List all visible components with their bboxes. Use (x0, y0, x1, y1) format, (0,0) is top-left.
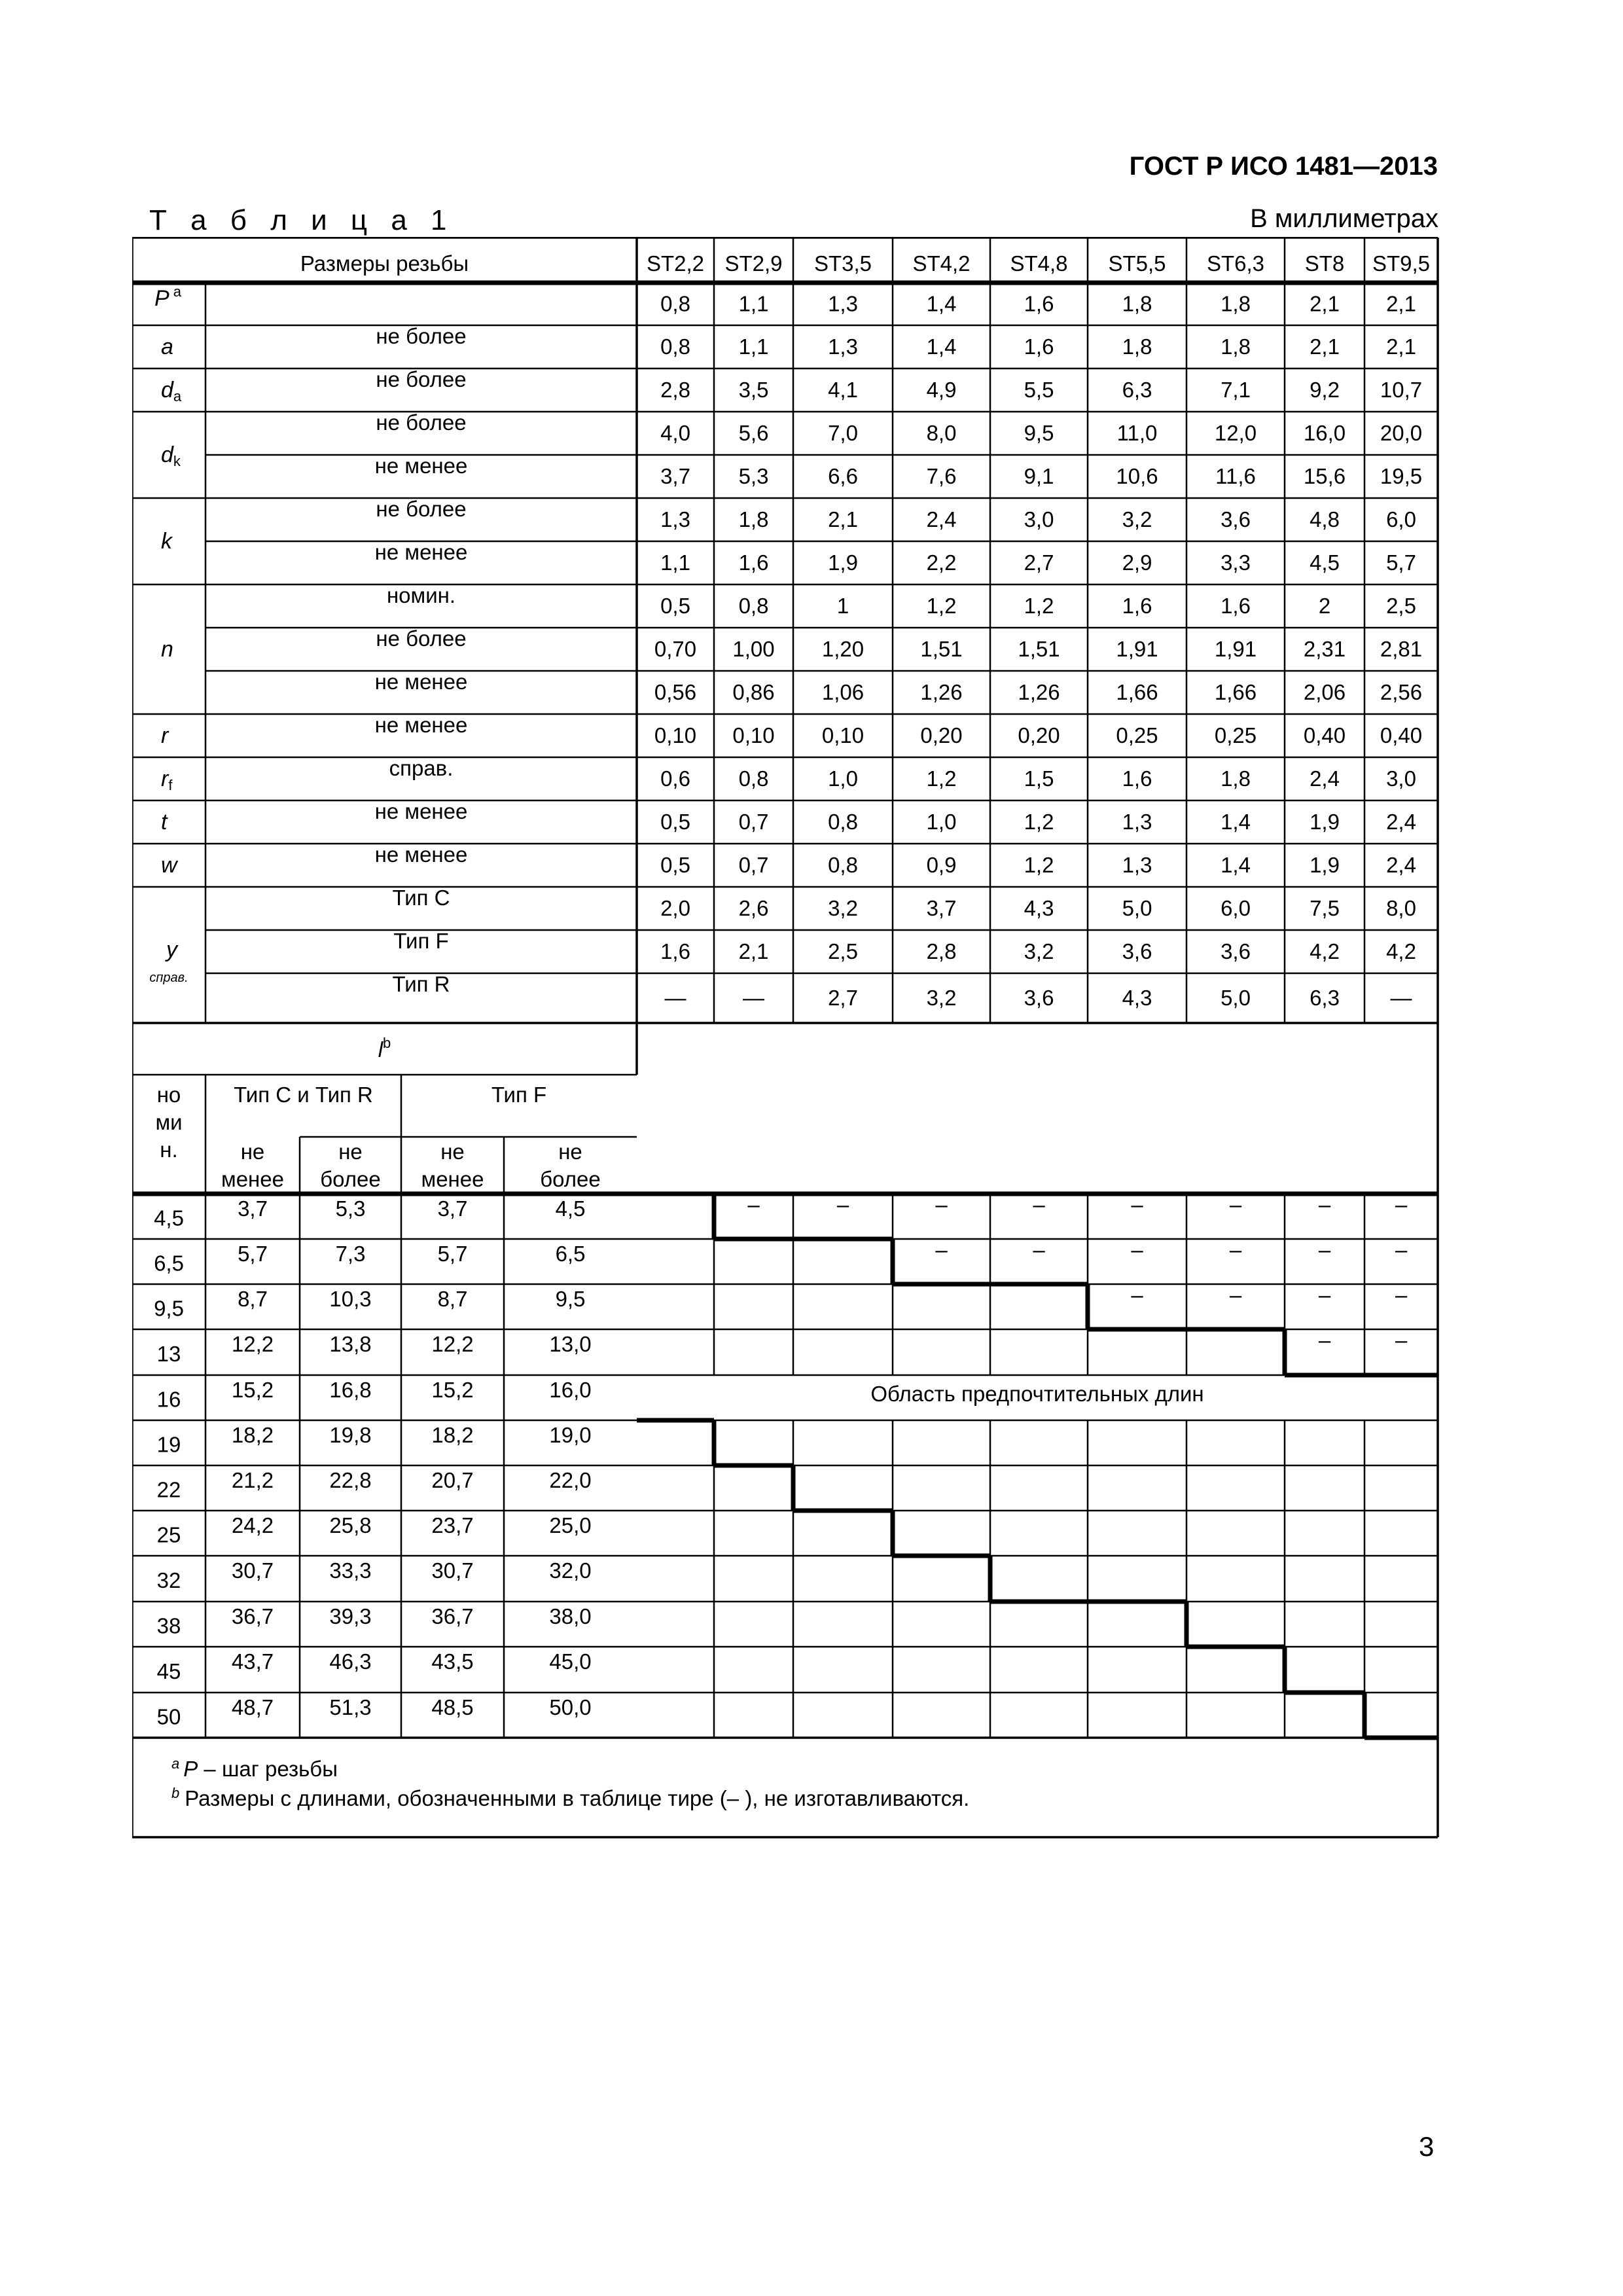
length-value: 12,2 (231, 1332, 274, 1356)
value-cell: 1,3 (1122, 853, 1152, 877)
value-cell: 5,0 (1221, 986, 1251, 1010)
dash-mark: – (1395, 1283, 1408, 1307)
value-cell: 4,1 (828, 378, 858, 402)
value-cell: 1,4 (1221, 810, 1251, 834)
value-cell: 1,6 (738, 550, 769, 575)
value-cell: 6,0 (1386, 507, 1416, 531)
value-cell: 2,7 (828, 986, 858, 1010)
value-cell: 7,1 (1221, 378, 1251, 402)
value-cell: 0,20 (920, 723, 963, 747)
value-cell: 3,6 (1122, 939, 1152, 963)
value-cell: 1,1 (660, 550, 690, 575)
value-cell: 1,66 (1214, 680, 1257, 704)
value-cell: 2,81 (1380, 637, 1423, 661)
dash-mark: – (1131, 1238, 1143, 1262)
value-cell: 2,31 (1303, 637, 1346, 661)
length-nominal: 9,5 (154, 1296, 184, 1321)
row-label: не более (376, 626, 467, 651)
value-cell: 0,7 (738, 853, 769, 877)
length-value: 3,7 (238, 1196, 268, 1221)
value-cell: — (743, 986, 764, 1010)
value-cell: 0,70 (654, 637, 697, 661)
symbol-k: k (161, 529, 172, 554)
value-cell: 1,20 (821, 637, 865, 661)
value-cell: 0,7 (738, 810, 769, 834)
dash-mark: – (1229, 1238, 1242, 1262)
value-cell: 1,66 (1116, 680, 1158, 704)
length-value: 5,7 (437, 1242, 468, 1266)
value-cell: 2,7 (1024, 550, 1054, 575)
value-cell: 5,5 (1024, 378, 1054, 402)
value-cell: 0,86 (732, 680, 775, 704)
length-value: 36,7 (431, 1604, 474, 1628)
length-value: 19,8 (329, 1423, 372, 1447)
value-cell: 3,3 (1221, 550, 1251, 575)
value-cell: 1,0 (926, 810, 957, 834)
length-value: 43,5 (431, 1649, 474, 1674)
row-label: Тип R (392, 972, 450, 996)
value-cell: 0,40 (1380, 723, 1423, 747)
max-label: не (558, 1139, 582, 1164)
value-cell: 1,0 (828, 766, 858, 791)
dash-mark: – (747, 1193, 760, 1217)
value-cell: 1,6 (1221, 594, 1251, 618)
symbol-rf: rf (161, 766, 173, 793)
value-cell: 2,5 (828, 939, 858, 963)
value-cell: 4,0 (660, 421, 690, 445)
symbol-a: a (161, 334, 173, 359)
value-cell: 6,3 (1310, 986, 1340, 1010)
value-cell: 1,00 (732, 637, 775, 661)
value-cell: 2,4 (926, 507, 957, 531)
row-label: не менее (374, 540, 468, 564)
length-nominal: 45 (156, 1659, 181, 1683)
dash-mark: – (1131, 1283, 1143, 1307)
length-value: 30,7 (231, 1558, 274, 1583)
value-cell: 1,91 (1214, 637, 1257, 661)
value-cell: 1,1 (738, 291, 769, 316)
length-value: 39,3 (329, 1604, 372, 1628)
type-f-header: Тип F (491, 1083, 547, 1107)
value-cell: 2,4 (1386, 853, 1416, 877)
symbol-P: P $^a$ (154, 283, 181, 311)
row-label: номин. (386, 583, 456, 607)
symbol-dk: dk (161, 442, 181, 469)
size-header: ST4,2 (912, 251, 971, 276)
value-cell: 1,4 (926, 334, 957, 359)
value-cell: 1,6 (660, 939, 690, 963)
dash-mark: – (1395, 1193, 1408, 1217)
length-value: 8,7 (437, 1287, 468, 1311)
dash-mark: – (1131, 1193, 1143, 1217)
value-cell: 2,4 (1310, 766, 1340, 791)
length-value: 43,7 (231, 1649, 274, 1674)
length-header-symbol: $l^b$ (378, 1035, 391, 1062)
value-cell: 0,10 (821, 723, 865, 747)
value-cell: 3,2 (828, 896, 858, 920)
length-value: 5,7 (238, 1242, 268, 1266)
value-cell: 1,3 (1122, 810, 1152, 834)
length-value: 21,2 (231, 1468, 274, 1492)
value-cell: 3,2 (1024, 939, 1054, 963)
value-cell: 2,1 (1386, 291, 1416, 316)
length-value: 48,5 (431, 1695, 474, 1719)
value-cell: 0,20 (1018, 723, 1060, 747)
value-cell: 1,4 (1221, 853, 1251, 877)
size-header: ST2,9 (724, 251, 783, 276)
standard-header: ГОСТ Р ИСО 1481—2013 (1129, 152, 1438, 181)
value-cell: 0,5 (660, 810, 690, 834)
value-cell: 4,3 (1122, 986, 1152, 1010)
length-value: 5,3 (335, 1196, 366, 1221)
size-header: ST9,5 (1372, 251, 1431, 276)
length-value: 23,7 (431, 1513, 474, 1537)
value-cell: 1,9 (828, 550, 858, 575)
value-cell: 1,2 (926, 766, 957, 791)
symbol-y: y (166, 937, 177, 962)
length-value: 13,0 (549, 1332, 592, 1356)
value-cell: 2,6 (738, 896, 769, 920)
value-cell: 16,0 (1303, 421, 1346, 445)
value-cell: 0,8 (738, 766, 769, 791)
value-cell: 2,2 (926, 550, 957, 575)
value-cell: 5,0 (1122, 896, 1152, 920)
value-cell: 9,1 (1024, 464, 1054, 488)
value-cell: 1,3 (660, 507, 690, 531)
value-cell: 1,26 (1018, 680, 1060, 704)
value-cell: 15,6 (1303, 464, 1346, 488)
length-value: 18,2 (431, 1423, 474, 1447)
value-cell: 9,5 (1024, 421, 1054, 445)
value-cell: 2,0 (660, 896, 690, 920)
value-cell: 2,9 (1122, 550, 1152, 575)
symbol-r: r (161, 723, 169, 748)
footnote-b: $^b$ Размеры с длинами, обозначенными в таблице тире (– ), не изготавливаются. (171, 1785, 970, 1810)
size-header: ST3,5 (813, 251, 872, 276)
value-cell: 10,7 (1380, 378, 1423, 402)
value-cell: 8,0 (926, 421, 957, 445)
length-value: 3,7 (437, 1196, 468, 1221)
value-cell: 0,10 (654, 723, 697, 747)
size-header: ST8 (1304, 251, 1345, 276)
value-cell: 0,8 (660, 334, 690, 359)
value-cell: 0,10 (732, 723, 775, 747)
length-value: 18,2 (231, 1423, 274, 1447)
dash-mark: – (1318, 1283, 1331, 1307)
value-cell: 2,5 (1386, 594, 1416, 618)
min-label: не (240, 1139, 265, 1164)
length-value: 33,3 (329, 1558, 372, 1583)
length-value: 7,3 (335, 1242, 366, 1266)
length-value: 10,3 (329, 1287, 372, 1311)
value-cell: 4,9 (926, 378, 957, 402)
value-cell: 10,6 (1116, 464, 1158, 488)
size-header: ST4,8 (1010, 251, 1068, 276)
size-header: ST2,2 (646, 251, 705, 276)
value-cell: 9,2 (1310, 378, 1340, 402)
dash-mark: – (1318, 1193, 1331, 1217)
value-cell: 6,6 (828, 464, 858, 488)
value-cell: 4,2 (1310, 939, 1340, 963)
length-value: 45,0 (549, 1649, 592, 1674)
dash-mark: – (1318, 1238, 1331, 1262)
value-cell: 1,9 (1310, 810, 1340, 834)
value-cell: 6,3 (1122, 378, 1152, 402)
row-label: не более (376, 324, 467, 348)
row-label: не менее (374, 713, 468, 737)
value-cell: 1,8 (1122, 334, 1152, 359)
dash-mark: – (1229, 1193, 1242, 1217)
length-nominal: 13 (156, 1342, 181, 1366)
row-label: не менее (374, 454, 468, 478)
value-cell: 3,6 (1221, 939, 1251, 963)
type-cr-header: Тип C и Тип R (234, 1083, 373, 1107)
size-header: ST6,3 (1206, 251, 1265, 276)
value-cell: 2,8 (926, 939, 957, 963)
value-cell: 0,8 (828, 853, 858, 877)
value-cell: 5,6 (738, 421, 769, 445)
value-cell: 0,5 (660, 594, 690, 618)
min-label: не (440, 1139, 465, 1164)
value-cell: 2,1 (828, 507, 858, 531)
length-value: 36,7 (231, 1604, 274, 1628)
length-value: 6,5 (555, 1242, 586, 1266)
value-cell: 1,91 (1116, 637, 1158, 661)
value-cell: 4,2 (1386, 939, 1416, 963)
value-cell: 1,8 (738, 507, 769, 531)
value-cell: 2,8 (660, 378, 690, 402)
max-label: не (338, 1139, 363, 1164)
value-cell: 3,5 (738, 378, 769, 402)
value-cell: 0,8 (738, 594, 769, 618)
length-value: 48,7 (231, 1695, 274, 1719)
value-cell: 8,0 (1386, 896, 1416, 920)
length-value: 50,0 (549, 1695, 592, 1719)
value-cell: 1,6 (1024, 334, 1054, 359)
value-cell: 7,0 (828, 421, 858, 445)
value-cell: 1,2 (1024, 594, 1054, 618)
nominal-label: но (156, 1083, 181, 1107)
length-value: 46,3 (329, 1649, 372, 1674)
value-cell: 2,06 (1303, 680, 1346, 704)
nominal-label: ми (155, 1110, 183, 1134)
length-value: 24,2 (231, 1513, 274, 1537)
length-value: 13,8 (329, 1332, 372, 1356)
min-label: менее (421, 1167, 484, 1191)
value-cell: 4,3 (1024, 896, 1054, 920)
row-label: Тип F (393, 929, 449, 953)
symbol-t: t (161, 810, 168, 834)
value-cell: 2,1 (1310, 334, 1340, 359)
length-value: 25,0 (549, 1513, 592, 1537)
length-value: 51,3 (329, 1695, 372, 1719)
row-label: не более (376, 367, 467, 391)
value-cell: 7,6 (926, 464, 957, 488)
symbol-da: da (161, 378, 182, 404)
value-cell: 1,51 (1018, 637, 1060, 661)
value-cell: 1,2 (1024, 810, 1054, 834)
dash-mark: – (935, 1193, 948, 1217)
value-cell: 2 (1318, 594, 1331, 618)
value-cell: 0,25 (1116, 723, 1158, 747)
value-cell: 1,8 (1221, 291, 1251, 316)
length-nominal: 6,5 (154, 1251, 184, 1276)
dash-mark: – (1395, 1238, 1408, 1262)
row-label: не более (376, 410, 467, 435)
value-cell: 0,40 (1303, 723, 1346, 747)
dash-mark: – (1229, 1283, 1242, 1307)
length-nominal: 16 (156, 1387, 181, 1412)
dash-mark: – (1395, 1328, 1408, 1352)
value-cell: 1,51 (920, 637, 963, 661)
length-value: 22,8 (329, 1468, 372, 1492)
length-nominal: 4,5 (154, 1206, 184, 1230)
dash-mark: – (935, 1238, 948, 1262)
row-label: не менее (374, 842, 468, 867)
value-cell: 0,25 (1214, 723, 1257, 747)
value-cell: 0,9 (926, 853, 957, 877)
length-nominal: 22 (156, 1477, 181, 1502)
value-cell: 5,3 (738, 464, 769, 488)
row-label: не менее (374, 799, 468, 823)
value-cell: 3,6 (1221, 507, 1251, 531)
value-cell: 0,8 (660, 291, 690, 316)
length-value: 25,8 (329, 1513, 372, 1537)
length-nominal: 19 (156, 1432, 181, 1457)
value-cell: 11,6 (1215, 464, 1256, 488)
dash-mark: – (836, 1193, 849, 1217)
length-value: 22,0 (549, 1468, 592, 1492)
value-cell: 1,8 (1221, 334, 1251, 359)
value-cell: 1 (836, 594, 849, 618)
value-cell: 3,0 (1386, 766, 1416, 791)
row-label: Тип C (392, 886, 450, 910)
value-cell: 3,2 (926, 986, 957, 1010)
symbol-n: n (161, 637, 173, 662)
dash-mark: – (1033, 1193, 1045, 1217)
value-cell: 1,2 (926, 594, 957, 618)
value-cell: 20,0 (1380, 421, 1423, 445)
length-value: 8,7 (238, 1287, 268, 1311)
nominal-label: н. (160, 1138, 178, 1162)
value-cell: 2,1 (1386, 334, 1416, 359)
value-cell: 1,06 (821, 680, 865, 704)
length-value: 12,2 (431, 1332, 474, 1356)
row-label: не менее (374, 670, 468, 694)
value-cell: 11,0 (1116, 421, 1158, 445)
table-title: Т а б л и ц а 1 (149, 204, 455, 236)
value-cell: 4,8 (1310, 507, 1340, 531)
thread-dimensions-table (132, 237, 1439, 1839)
value-cell: 1,26 (920, 680, 963, 704)
length-value: 16,8 (329, 1378, 372, 1402)
value-cell: 5,7 (1386, 550, 1416, 575)
value-cell: 3,0 (1024, 507, 1054, 531)
value-cell: 3,7 (660, 464, 690, 488)
value-cell: 1,3 (828, 291, 858, 316)
length-nominal: 32 (156, 1568, 181, 1592)
length-value: 4,5 (555, 1196, 586, 1221)
units-label: В миллиметрах (1250, 204, 1438, 233)
value-cell: — (664, 986, 687, 1010)
value-cell: 2,1 (1310, 291, 1340, 316)
value-cell: — (1390, 986, 1412, 1010)
value-cell: 1,6 (1024, 291, 1054, 316)
page-number: 3 (1419, 2131, 1435, 2162)
value-cell: 2,4 (1386, 810, 1416, 834)
footnote-a: $^a$ P – шаг резьбы (171, 1755, 338, 1781)
symbol-note: справ. (149, 971, 188, 985)
max-label: более (540, 1167, 601, 1191)
length-value: 19,0 (549, 1423, 592, 1447)
value-cell: 7,5 (1310, 896, 1340, 920)
preferred-region-label: Область предпочтительных длин (870, 1382, 1204, 1406)
value-cell: 1,1 (738, 334, 769, 359)
length-value: 20,7 (431, 1468, 474, 1492)
value-cell: 6,0 (1221, 896, 1251, 920)
value-cell: 1,3 (828, 334, 858, 359)
length-nominal: 25 (156, 1522, 181, 1547)
value-cell: 1,2 (1024, 853, 1054, 877)
row-label: не более (376, 497, 467, 521)
length-value: 9,5 (555, 1287, 586, 1311)
value-cell: 4,5 (1310, 550, 1340, 575)
columns-header-label: Размеры резьбы (300, 251, 469, 276)
value-cell: 3,7 (926, 896, 957, 920)
min-label: менее (221, 1167, 284, 1191)
value-cell: 0,8 (828, 810, 858, 834)
value-cell: 1,8 (1221, 766, 1251, 791)
value-cell: 1,6 (1122, 766, 1152, 791)
value-cell: 0,6 (660, 766, 690, 791)
length-nominal: 50 (156, 1704, 181, 1729)
length-value: 32,0 (549, 1558, 592, 1583)
value-cell: 1,4 (926, 291, 957, 316)
length-value: 15,2 (231, 1378, 274, 1402)
value-cell: 3,6 (1024, 986, 1054, 1010)
value-cell: 2,56 (1380, 680, 1423, 704)
value-cell: 2,1 (738, 939, 769, 963)
dash-mark: – (1033, 1238, 1045, 1262)
value-cell: 0,5 (660, 853, 690, 877)
value-cell: 1,6 (1122, 594, 1152, 618)
length-value: 16,0 (549, 1378, 592, 1402)
length-value: 38,0 (549, 1604, 592, 1628)
length-nominal: 38 (156, 1613, 181, 1638)
value-cell: 1,9 (1310, 853, 1340, 877)
row-label: справ. (389, 756, 454, 780)
value-cell: 3,2 (1122, 507, 1152, 531)
value-cell: 1,8 (1122, 291, 1152, 316)
length-value: 30,7 (431, 1558, 474, 1583)
value-cell: 1,5 (1024, 766, 1054, 791)
size-header: ST5,5 (1108, 251, 1166, 276)
symbol-w: w (161, 853, 177, 878)
value-cell: 19,5 (1380, 464, 1423, 488)
dash-mark: – (1318, 1328, 1331, 1352)
max-label: более (320, 1167, 381, 1191)
length-value: 15,2 (431, 1378, 474, 1402)
value-cell: 12,0 (1214, 421, 1257, 445)
value-cell: 0,56 (654, 680, 697, 704)
